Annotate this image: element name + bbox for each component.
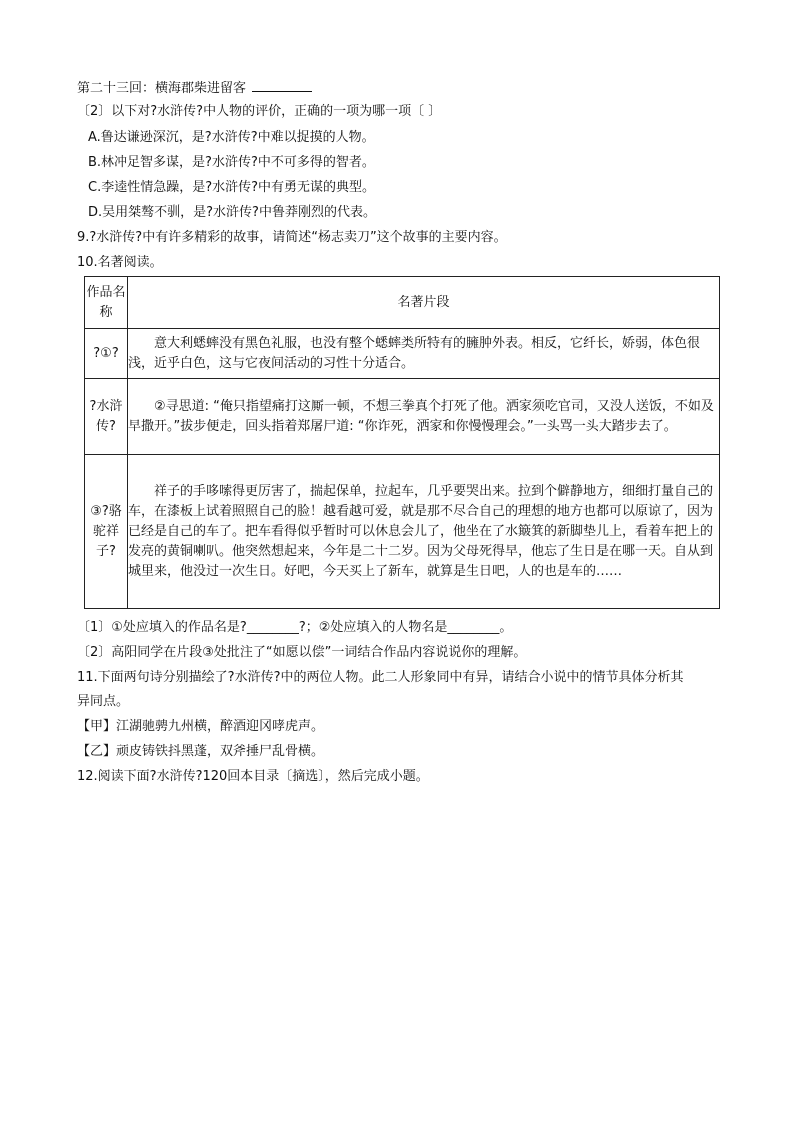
question-11-line-1: 11.下面两句诗分别描绘了?水浒传?中的两位人物。此二人形象同中有异，请结合小说中的情节具体分析其 [77,670,684,685]
row-work-name: ?水浒传? [85,379,128,455]
table-row [85,455,720,609]
works-table [84,276,720,609]
answer-blank [252,77,312,92]
poem-jia: 【甲】江湖驰骋九州横，醉酒迎冈哮虎声。 [77,719,325,734]
option-d: D.吴用桀骜不驯，是?水浒传?中鲁莽刚烈的代表。 [88,205,376,220]
row-fragment-text: ②寻思道: “俺只指望痛打这厮一顿，不想三拳真个打死了他。洒家须吃官司，又没人送饭，不如及早撒开。”拔步便走，回头指着郑屠尸道: “你诈死，洒家和你慢慢理会。”一头骂一头大踏步去了。 [128,379,720,455]
option-b: B.林冲足智多谋，是?水浒传?中不可多得的智者。 [88,155,375,170]
chapter-line [77,77,312,99]
row-fragment-text: 意大利蟋蟀没有黑色礼服，也没有整个蟋蟀类所特有的臃肿外表。相反，它纤长，娇弱，体色很浅，近乎白色，这与它夜间活动的习性十分适合。 [128,329,720,379]
row-work-name: ?①? [85,329,128,379]
row-fragment-text: 祥子的手哆嗦得更厉害了，揣起保单，拉起车，几乎要哭出来。拉到个僻静地方，细细打量自己的车，在漆板上试着照照自己的脸！越看越可爱，就是那不尽合自己的理想的地方也都可以原谅了，因为已经是自己的车了。把车看得似乎暂时可以休息会儿了，他坐在了水簸箕的新脚垫儿上，看着车把上的发亮的黄铜喇叭。他突然想起来，今年是二十二岁。因为父母死得早，他忘了生日是在哪一天。自从到城里来，他没过一次生日。好吧，今天买上了新车，就算是生日吧，人的也是车的…… [128,455,720,609]
question-11-line-2: 异同点。 [77,694,130,709]
chapter-title: 第二十三回：横海郡柴进留客 [77,81,247,96]
table-header-row [85,277,720,329]
sub-question-1: 〔1〕①处应填入的作品名是?________?；②处应填入的人物名是________。 [77,620,513,635]
question-12: 12.阅读下面?水浒传?120回本目录〔摘选〕，然后完成小题。 [77,769,429,784]
option-c: C.李逵性情急躁，是?水浒传?中有勇无谋的典型。 [88,180,376,195]
option-a: A.鲁达谦逊深沉，是?水浒传?中难以捉摸的人物。 [88,130,375,145]
poem-yi: 【乙】顽皮铸铁抖黑蓬，双斧捶尸乱骨横。 [77,744,325,759]
header-work-name: 作品名称 [85,277,128,329]
table-row [85,329,720,379]
question-10: 10.名著阅读。 [77,255,163,270]
sub-question-2: 〔2〕高阳同学在片段③处批注了“如愿以偿”一词结合作品内容说说你的理解。 [77,645,527,660]
question-2-stem: 〔2〕以下对?水浒传?中人物的评价，正确的一项为哪一项〔 〕 [77,104,442,119]
header-fragment: 名著片段 [128,277,720,329]
table-row [85,379,720,455]
question-9: 9.?水浒传?中有许多精彩的故事，请简述“杨志卖刀”这个故事的主要内容。 [77,230,507,245]
row-work-name: ③?骆驼祥子? [85,455,128,609]
